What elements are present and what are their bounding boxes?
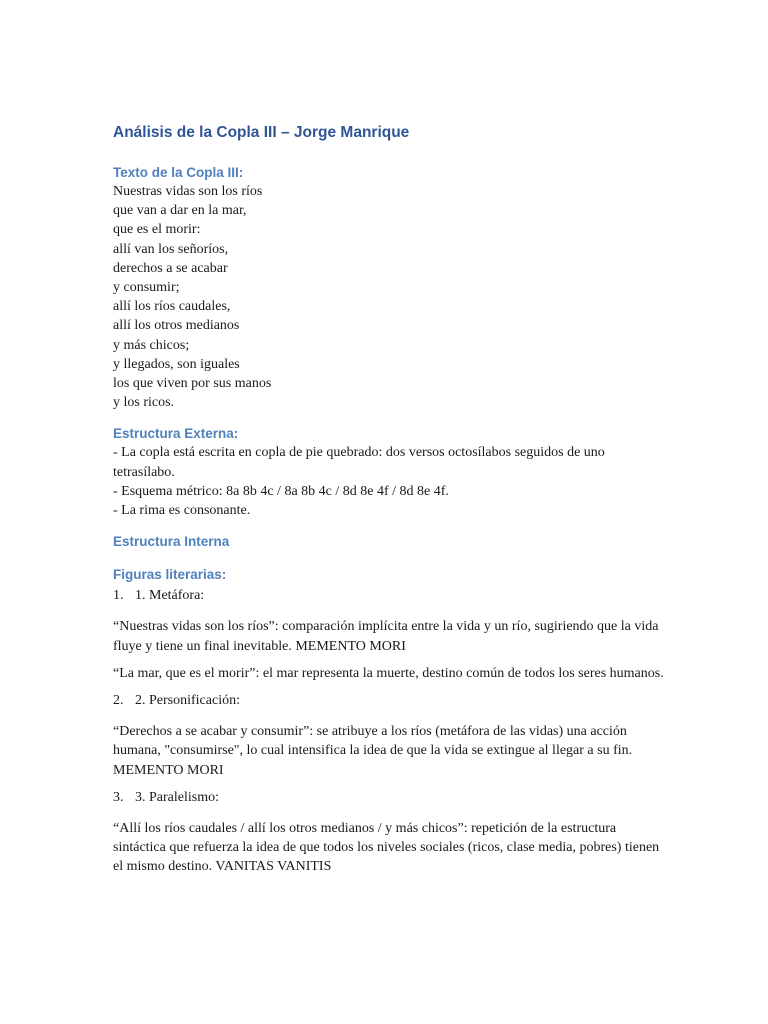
literary-figures-heading: Figuras literarias: (113, 567, 227, 583)
external-structure-item: - La copla está escrita en copla de pie quebrado: dos versos octosílabos seguidos de uno tetrasílabo. (113, 445, 605, 480)
poem-text (113, 182, 668, 412)
poem-line: que van a dar en la mar, (113, 203, 247, 219)
poem-line: Nuestras vidas son los ríos (113, 184, 263, 199)
figure-number: 2. (113, 693, 124, 709)
figure-number: 1. (113, 588, 124, 604)
poem-line: que es el morir: (113, 222, 201, 238)
document-title: Análisis de la Copla III – Jorge Manrique (113, 124, 410, 141)
figure-label: 1. Metáfora: (135, 588, 205, 604)
poem-line: y llegados, son iguales (113, 356, 240, 372)
external-structure-list (113, 443, 668, 520)
poem-line: derechos a se acabar (113, 260, 228, 276)
poem-heading: Texto de la Copla III: (113, 165, 244, 180)
external-structure-item: - Esquema métrico: 8a 8b 4c / 8a 8b 4c / 8d 8e 4f / 8d 8e 4f. (113, 483, 449, 499)
poem-line: allí van los señoríos, (113, 241, 229, 257)
poem-line: y los ricos. (113, 395, 175, 411)
figure-label: 2. Personificación: (135, 693, 240, 709)
figure-quote: “Nuestras vidas son los ríos”: comparación implícita entre la vida y un río, sugiriendo que la vida fluye y tiene un final inevitable. MEMENTO MORI (113, 619, 659, 654)
poem-line: allí los ríos caudales, (113, 299, 231, 315)
figure-number: 3. (113, 789, 124, 805)
figure-quote: “Derechos a se acabar y consumir”: se atribuye a los ríos (metáfora de las vidas) una acción humana, "consumirse", lo cual intensifica la idea de que la vida se extingue al llegar a su fin. MEMENTO MORI (113, 724, 633, 778)
figure-quote: “Allí los ríos caudales / allí los otros medianos / y más chicos”: repetición de la estructura sintáctica que refuerza la idea de que todos los niveles sociales (ricos, clase media, pobres) tienen el mismo destino. VANITAS VANITIS (113, 821, 660, 875)
poem-line: y más chicos; (113, 337, 190, 353)
figure-item (113, 691, 668, 710)
poem-line: los que viven por sus manos (113, 376, 272, 392)
internal-structure-heading: Estructura Interna (113, 534, 230, 550)
poem-line: y consumir; (113, 280, 180, 296)
figure-label: 3. Paralelismo: (135, 789, 219, 805)
figure-item (113, 586, 668, 605)
poem-line: allí los otros medianos (113, 318, 240, 334)
external-structure-heading: Estructura Externa: (113, 426, 239, 442)
external-structure-item: - La rima es consonante. (113, 503, 251, 519)
figure-quote: “La mar, que es el morir”: el mar representa la muerte, destino común de todos los seres humanos. (113, 665, 664, 681)
figure-item (113, 788, 668, 807)
